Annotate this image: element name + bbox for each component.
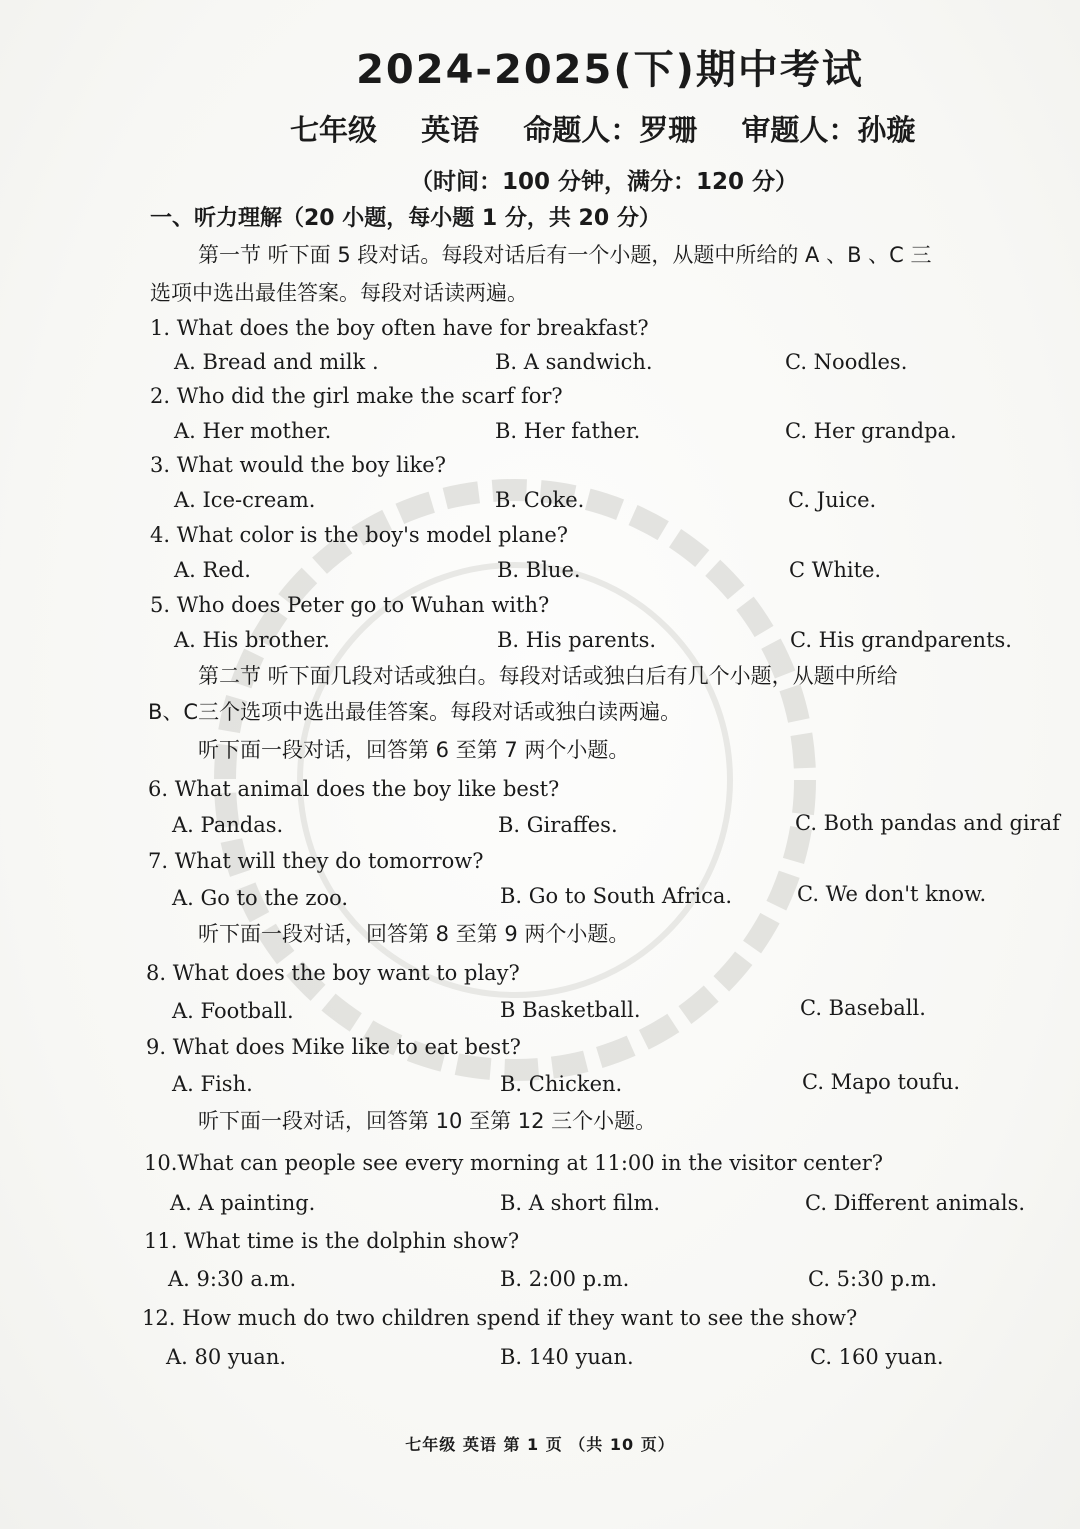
question-9: 9. What does Mike like to eat best?	[146, 1035, 521, 1059]
instruction-10-12: 听下面一段对话，回答第 10 至第 12 三个小题。	[198, 1109, 657, 1133]
question-12: 12. How much do two children spend if they want to see the show?	[142, 1306, 858, 1330]
question-6-option-c: C. Both pandas and giraf	[795, 811, 1060, 835]
instruction-6-7: 听下面一段对话，回答第 6 至第 7 两个小题。	[198, 738, 630, 762]
question-9-option-c: C. Mapo toufu.	[802, 1070, 961, 1094]
question-10: 10.What can people see every morning at 11:00 in the visitor center?	[144, 1151, 884, 1175]
question-3: 3. What would the boy like?	[150, 453, 446, 477]
part2-intro: 第二节 听下面几段对话或独白。每段对话或独白后有几个小题，从题中所给	[198, 664, 898, 688]
question-5-option-b: B. His parents.	[497, 628, 657, 652]
question-1: 1. What does the boy often have for breakfast?	[150, 316, 649, 340]
instruction-8-9: 听下面一段对话，回答第 8 至第 9 两个小题。	[198, 922, 630, 946]
question-2: 2. Who did the girl make the scarf for?	[150, 384, 563, 408]
question-8: 8. What does the boy want to play?	[146, 961, 520, 985]
question-11: 11. What time is the dolphin show?	[144, 1229, 520, 1253]
time-info: （时间：100 分钟，满分：120 分）	[410, 169, 799, 195]
question-8-option-a: A. Football.	[172, 999, 294, 1023]
question-2-option-b: B. Her father.	[495, 419, 641, 443]
question-7-option-a: A. Go to the zoo.	[172, 886, 349, 910]
question-12-option-c: C. 160 yuan.	[810, 1345, 944, 1369]
part2-intro-continued: B、C三个选项中选出最佳答案。每段对话或独白读两遍。	[148, 700, 682, 724]
question-5-option-c: C. His grandparents.	[790, 628, 1012, 652]
question-1-option-b: B. A sandwich.	[495, 350, 653, 374]
exam-title: 2024-2025(下)期中考试	[356, 47, 864, 93]
question-8-option-c: C. Baseball.	[800, 996, 926, 1020]
setter-label: 命题人：罗珊	[523, 113, 698, 147]
reviewer-label: 审题人：孙璇	[741, 113, 916, 147]
question-2-option-a: A. Her mother.	[174, 419, 332, 443]
question-5-option-a: A. His brother.	[174, 628, 330, 652]
question-10-option-c: C. Different animals.	[805, 1191, 1026, 1215]
question-9-option-a: A. Fish.	[172, 1072, 253, 1096]
question-10-option-a: A. A painting.	[170, 1191, 316, 1215]
question-7: 7. What will they do tomorrow?	[148, 849, 484, 873]
question-11-option-b: B. 2:00 p.m.	[500, 1267, 630, 1291]
question-10-option-b: B. A short film.	[500, 1191, 661, 1215]
question-2-option-c: C. Her grandpa.	[785, 419, 957, 443]
question-7-option-c: C. We don't know.	[797, 882, 987, 906]
question-12-option-b: B. 140 yuan.	[500, 1345, 634, 1369]
question-1-option-c: C. Noodles.	[785, 350, 908, 374]
part1-intro-continued: 选项中选出最佳答案。每段对话读两遍。	[150, 281, 528, 305]
question-11-option-a: A. 9:30 a.m.	[168, 1267, 297, 1291]
question-3-option-b: B. Coke.	[495, 488, 585, 512]
question-9-option-b: B. Chicken.	[500, 1072, 623, 1096]
question-4-option-b: B. Blue.	[497, 558, 581, 582]
question-7-option-b: B. Go to South Africa.	[500, 884, 733, 908]
question-6-option-a: A. Pandas.	[172, 813, 284, 837]
question-4-option-a: A. Red.	[174, 558, 251, 582]
question-3-option-c: C. Juice.	[788, 488, 877, 512]
part1-intro: 第一节 听下面 5 段对话。每段对话后有一个小题，从题中所给的 A 、B 、C 三	[198, 243, 932, 267]
question-1-option-a: A. Bread and milk .	[174, 350, 379, 374]
question-4: 4. What color is the boy's model plane?	[150, 523, 569, 547]
question-4-option-c: C White.	[789, 558, 882, 582]
question-8-option-b: B Basketball.	[500, 998, 641, 1022]
question-5: 5. Who does Peter go to Wuhan with?	[150, 593, 550, 617]
page-footer: 七年级 英语 第 1 页 （共 10 页）	[405, 1435, 675, 1454]
question-6: 6. What animal does the boy like best?	[148, 777, 560, 801]
exam-subtitle	[290, 108, 949, 149]
grade-label: 七年级	[290, 113, 378, 147]
subject-label: 英语	[421, 113, 480, 147]
question-6-option-b: B. Giraffes.	[498, 813, 618, 837]
question-11-option-c: C. 5:30 p.m.	[808, 1267, 938, 1291]
section-heading: 一、听力理解（20 小题，每小题 1 分，共 20 分）	[150, 206, 661, 231]
question-3-option-a: A. Ice-cream.	[174, 488, 316, 512]
question-12-option-a: A. 80 yuan.	[166, 1345, 287, 1369]
